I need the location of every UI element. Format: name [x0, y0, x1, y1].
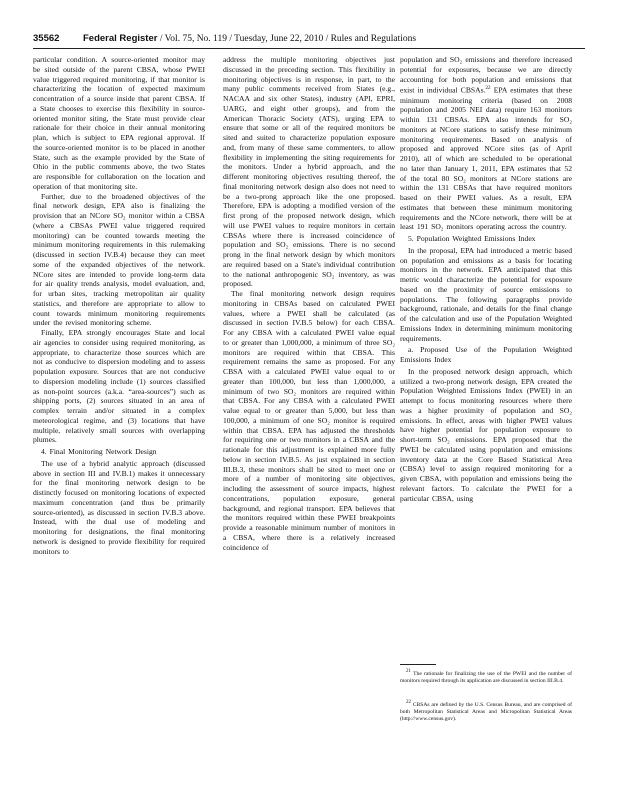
paragraph: In the proposal, EPA had introduced a metric based on population and emissions as a basis for locating monitors in the network. EPA anticipated that this metric would characterize the potential for exposure based on the proximity of source emissions to populations. The following paragraphs provide background, rationale, and details for the final change of the calculation and use of the Population Weighted Emissions Index in determining minimum monitoring requirements. [400, 245, 572, 343]
paragraph-text: population and SO₂ emissions and therefore increased potential for exposures, because we are directly accounting for both population and emissions that exist in individual CBSAs. [400, 55, 572, 95]
footnote-text: CBSAs are defined by the U.S. Census Bureau, and are comprised of both Metropolitan Statistical Areas and Micropolitan Statistical Areas (http://www.census.gov). [400, 701, 572, 723]
column-3 [400, 55, 572, 655]
paragraph: Further, due to the broadened objectives of the final network design, EPA also is finalizing the provision that an NCore SO₂ monitor within a CBSA (where a CBSAs PWEI value triggered required monitoring) can be counted towards meeting the minimum monitoring requirements in this rulemaking (discussed in section IV.B.4) because they can meet some of the expanded objectives of the network. NCore sites are intended to provide long-term data for air quality trends analysis, model evaluation, and, for urban sites, tracking metropolitan air quality statistics, and therefore are appropriate to allow to count towards minimum monitoring requirements under the revised monitoring scheme. [33, 191, 205, 328]
footnote-rule [400, 664, 436, 665]
page-header [33, 33, 585, 45]
column-1 [33, 55, 205, 790]
paragraph: Finally, EPA strongly encourages State and local air agencies to consider using required monitoring, as appropriate, to characterize those sources which are not as conducive to dispersion modeling and to assess population exposure. Sources that are not conducive to dispersion modeling include (1) sources classified as non-point sources (a.k.a. “area-sources”) such as shipping ports, (2) sources situated in an area of complex terrain and/or situated in a complex meteorological regime, and (3) locations that have multiple, relatively small sources with overlapping plumes. [33, 328, 205, 445]
header-rule [33, 48, 585, 49]
paragraph: In the proposed network design approach, which utilized a two-prong network design, EPA created the Population Weighted Emissions Index (PWEI) in an attempt to focus monitoring resources where there was a higher proximity of population and SO₂ emissions. In effect, areas with higher PWEI values have higher potential for population exposure to short-term SO₂ emissions. EPA proposed that the PWEI be calculated using population and emissions inventory data at the Core Based Statistical Area (CBSA) level to assign required monitoring for a given CBSA, with population and emissions being the relevant factors. To calculate the PWEI for a particular CBSA, using [400, 366, 572, 503]
paragraph: address the multiple monitoring objectives just discussed in the preceding section. This flexibility in monitoring objectives is in response, in part, to the many public comments received from States (e.g., NACAA and six other States), industry (API, EPRI, UARG, and eight other groups), and from the American Thoracic Society (ATS), urging EPA to ensure that some or all of the required monitors be sited and suited to characterize population exposure and, from many of these same commenters, to allow flexibility in implementing the siting requirements for the monitors. Under a hybrid approach, and the different monitoring objectives resulting thereof, the final monitoring network design also does not need to be a two-prong approach like the one proposed. Therefore, EPA is adopting a modified version of the first prong of the proposed network design, which will use PWEI values to require monitors in certain CBSAs where there is increased coincidence of population and SO₂ emissions. There is no second prong in the final network design by which monitors are required based on a State's individual contribution to the national anthropogenic SO₂ inventory, as was proposed. [223, 55, 395, 289]
paragraph: The final monitoring network design requires monitoring in CBSAs based on calculated PWEI values, where a PWEI shall be calculated (as discussed in section IV.B.5 below) for each CBSA. For any CBSA with a calculated PWEI value equal to or greater than 1,000,000, a minimum of three SO₂ monitors are required within that CBSA. This requirement remains the same as proposed. For any CBSA with a calculated PWEI value equal to or greater than 100,000, but less than 1,000,000, a minimum of two SO₂ monitors are required within that CBSA. For any CBSA with a calculated PWEI value equal to or greater than 5,000, but less than 100,000, a minimum of one SO₂ monitor is required within that CBSA. EPA has adjusted the thresholds for requiring one or two monitors in a CBSA and the rationale for this adjustment is explained more fully below in section IV.B.5. As just explained in section III.B.3, these monitors shall be sited to meet one or more of a number of monitoring site objectives, including the assessment of source impacts, highest concentrations, population exposure, general background, and regional transport. EPA believes that the monitors required within these PWEI breakpoints provide a reasonable minimum number of monitors in a CBSA, where there is a relatively increased coincidence of [223, 289, 395, 552]
footnote-21 [400, 668, 572, 685]
journal-name: Federal Register [83, 33, 158, 44]
paragraph [400, 55, 572, 232]
footnote-number: 22 [406, 700, 411, 705]
footnote-22 [400, 699, 572, 723]
footnote-text: The rationale for finalizing the use of the PWEI and the number of monitors required through its application are discussed in section III.B.4. [400, 670, 572, 685]
footnote-ref: 22 [485, 86, 491, 92]
header-meta: / Vol. 75, No. 119 / Tuesday, June 22, 2010 / Rules and Regulations [157, 34, 417, 44]
footnote-number: 21 [406, 669, 411, 674]
page-number: 35562 [33, 33, 60, 44]
column-2 [223, 55, 395, 790]
paragraph-text: EPA estimates that these minimum monitoring criteria (based on 2008 population and 2005 NEI data) require 163 monitors within 131 CBSAs. EPA also intends for SO₂ monitors at NCore stations to satisfy these minimum monitoring requirements. Based on analysis of proposed and approved NCore sites (as of April 2010), all of which are scheduled to be operational no later than January 1, 2011, EPA estimates that 52 of the total 80 SO₂ monitors at NCore stations are within the 131 CBSAs that have required monitors based on their PWEI values. As a result, EPA estimates that between these minimum monitoring requirements and the NCore network, there will be at least 191 SO₂ monitors operating across the country. [400, 85, 572, 232]
paragraph: The use of a hybrid analytic approach (discussed above in section III and IV.B.1) makes it unnecessary for the final monitoring network design to be distinctly focused on monitoring locations of expected maximum concentration (and thus be primarily source-oriented), as discussed in section IV.B.3 above. Instead, with the dual use of modeling and monitoring for designations, the final monitoring network is designed to provide flexibility for required monitors to [33, 458, 205, 556]
subsection-heading: a. Proposed Use of the Population Weighted Emissions Index [400, 345, 572, 365]
section-heading: 5. Population Weighted Emissions Index [408, 234, 536, 244]
header-running-title [83, 33, 416, 45]
paragraph: particular condition. A source-oriented monitor may be sited outside of the parent CBSA, whose PWEI value triggered required monitoring, if that monitor is characterizing the location of expected maximum concentration of a source inside that parent CBSA. If a State chooses to exercise this flexibility in source-oriented monitor siting, the State must provide clear rationale for their choice in their annual monitoring plan, which is subject to EPA regional approval. If the source-oriented monitor is to be placed in another State, such as the example provided by the State of Ohio in the public comments above, the two States are responsible for collaboration on the location and operation of that monitoring site. [33, 55, 205, 191]
section-heading: 4. Final Monitoring Network Design [41, 447, 157, 456]
